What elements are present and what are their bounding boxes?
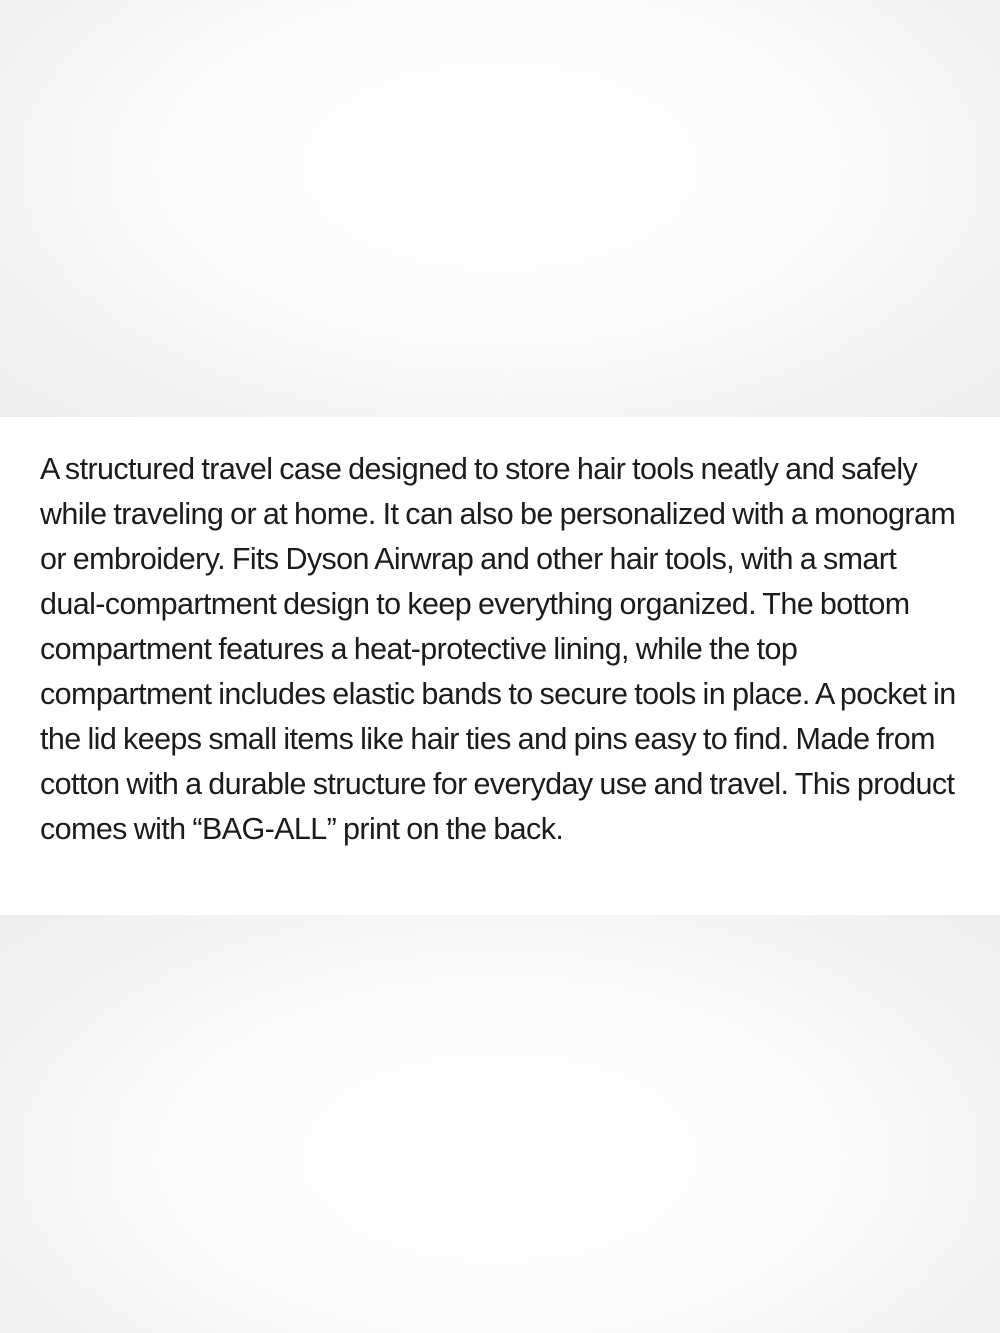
backdrop-top bbox=[0, 0, 1000, 417]
backdrop-bottom bbox=[0, 915, 1000, 1333]
product-description-text: A structured travel case designed to store hair tools neatly and safely while traveling or at home. It can also be personalized with a monogram or embroidery. Fits Dyson Airwrap and other hair tools, with a smart dual-compartment design to keep everything organized. The bottom compartment features a heat-protective lining, while the top compartment includes elastic bands to secure tools in place. A pocket in the lid keeps small items like hair ties and pins easy to find. Made from cotton with a durable structure for everyday use and travel. This product comes with “BAG-ALL” print on the back. bbox=[40, 452, 956, 846]
product-description-panel bbox=[0, 417, 1000, 915]
